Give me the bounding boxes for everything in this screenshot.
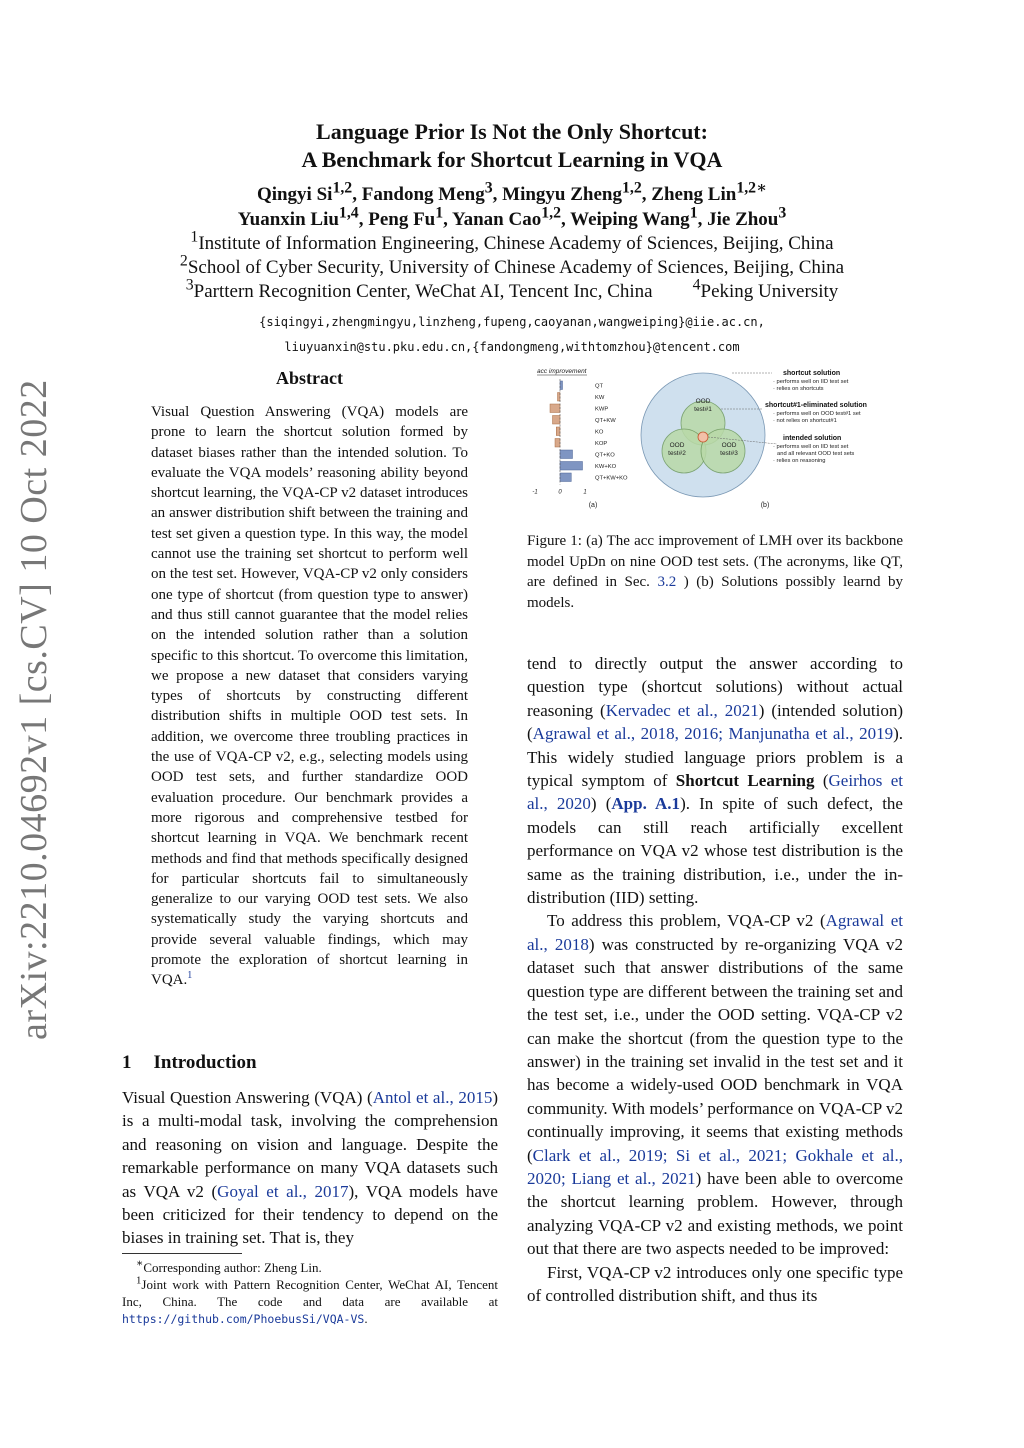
bar-kwp (550, 404, 560, 413)
email-line-1: {siqingyi,zhengmingyu,linzheng,fupeng,caoyanan,wangweiping}@iie.ac.cn, (259, 315, 765, 329)
citation-link[interactable]: Goyal et al., 2017 (217, 1181, 349, 1201)
category-label: KOP (595, 441, 608, 447)
author: Yuanxin Liu (237, 209, 339, 230)
ood-test2-label: OOD test#2 (668, 442, 686, 457)
paper-title (100, 118, 924, 174)
author: Yanan Cao (451, 209, 542, 230)
footnote-divider (122, 1253, 242, 1254)
author-sup: 1,2 (622, 179, 642, 197)
category-labels (595, 384, 628, 482)
annotation-line: · not relies on shortcut#1 (773, 418, 837, 424)
panel-b-label: (b) (760, 502, 770, 509)
author: Jie Zhou (707, 209, 779, 230)
category-label: KW (595, 395, 605, 401)
author-sep: , (561, 209, 571, 230)
paragraph: tend to directly output the answer according to question type (shortcut solutions) without actual reasoning (Kervadec et al., 2021) (intended solution) (Agrawal et al., 2018, 2016; Manjunatha et al., 2019). This widely studied language priors problem is a typical symptom of Shortcut Learning (Geirhos et al., 2020) (App. A.1). In spite of such defect, the models can still reach artificially excellent performance on VQA v2 whose test distribution is the same as the training distribution, i.e., under the in-distribution (IID) setting. (527, 654, 903, 908)
annotation-line: · performs well on IID test set (773, 379, 849, 385)
x-tick-labels (532, 490, 586, 496)
author-sep: , (641, 184, 652, 205)
annotation-line: · relies on reasoning (773, 458, 826, 464)
footnote-corresponding: ∗Corresponding author: Zheng Lin. (136, 1257, 322, 1275)
abstract-body: Visual Question Answering (VQA) models are prone to learn the shortcut solution formed by dataset biases rather than the intended solution. To evaluate the VQA models’ reasoning ability beyond shortcut learning, the VQA-CP v2 dataset introduces an answer distribution shift between the training and test set given a question type. In this way, the model cannot use the training set shortcut to perform well on the test set. However, VQA-CP v2 only considers one type of shortcut (from question type to answer) and thus still cannot guarantee that the model relies on the intended solution rather than a solution specific to this shortcut. To overcome this limitation, we propose a new dataset that considers varying types of shortcuts by constructing different distribution shifts in multiple OOD test sets. In addition, we overcome three troubling practices in the use of VQA-CP v2, e.g., selecting models using OOD test sets, and further standardize OOD evaluation procedure. Our benchmark provides a more rigorous and comprehensive testbed for shortcut learning in VQA. We benchmark recent methods and find that methods specifically designed for particular shortcuts fail to simultaneously generalize to our varying OOD test sets. We also systematically study the varying shortcuts and provide several valuable findings, which may promote the exploration of shortcut learning in VQA.$^1$ (151, 404, 468, 989)
citation-link[interactable]: Antol et al., 2015 (372, 1088, 493, 1107)
section-heading-introduction: 1 Introduction (122, 1052, 257, 1073)
author-sep: , (443, 209, 452, 230)
category-label: QT (595, 383, 604, 390)
intro-paragraph: Visual Question Answering (VQA) (Antol et al., 2015) is a multi-modal task, involving the comprehension and reasoning on vision and language. Despite the remarkable performance on many VQA datasets such as VQA v2 (Goyal et al., 2017), VQA models have been criticized for their tendency to depend on the biases in training set. That is, they (122, 1088, 498, 1248)
author-sup: 1 (689, 204, 698, 222)
author-sep: , (697, 209, 708, 230)
bars-group (550, 381, 583, 482)
author-sup: 1,2 (332, 179, 353, 197)
citation-link[interactable]: Geirhos et al., 2020 (527, 771, 903, 814)
title-line-1: Language Prior Is Not the Only Shortcut: (316, 119, 708, 144)
category-label: QT+KO (595, 452, 615, 459)
citation-link[interactable]: Agrawal et al., 2018 (527, 911, 903, 954)
author-sup: 3 (484, 179, 493, 197)
footnote-joint-work: $^1$Joint work with Pattern Recognition Center, WeChat AI, Tencent Inc, China. The code and data are available at https://github.com/PhoebusSi/VQA-VS. (122, 1274, 498, 1326)
intended-solution-title: intended solution (783, 435, 842, 442)
figure-1-svg (527, 365, 905, 515)
author-sep: , (352, 184, 362, 205)
author-sep: , (358, 209, 369, 230)
author: Mingyu Zheng (502, 184, 622, 205)
code-url-link[interactable]: https://github.com/PhoebusSi/VQA-VS (122, 1312, 365, 1326)
section-ref-link[interactable]: 3.2 (657, 574, 677, 590)
author-sup: 3 (778, 204, 787, 222)
figure-1-caption: Figure 1: (a) The acc improvement of LMH over its backbone model UpDn on nine OOD test sets. (The acronyms, like QT, are defined in Sec. 3.2 ) (b) Solutions possibly learnd by models. (527, 533, 903, 611)
bar-qt-plus-kw (553, 416, 561, 425)
author-sup: 1,4 (338, 204, 359, 222)
annotation-line: and all relevant OOD test sets (777, 451, 855, 457)
category-label: QT+KW (595, 418, 616, 424)
x-tick-label: -1 (532, 489, 538, 496)
bar-ko (556, 427, 560, 436)
paragraph: First, VQA-CP v2 introduces only one specific type of controlled distribution shift, and thus its (527, 1262, 903, 1305)
paragraph: To address this problem, VQA-CP v2 (Agrawal et al., 2018) was constructed by re-organizing VQA v2 dataset such that answer distributions of the same question type are different between the training set and the test set, i.e., under the OOD setting. VQA-CP v2 can make the shortcut (from the question type to the answer) in the training set invalid in the test set and it has become a widely-used OOD benchmark in VQA community. With models’ performance on VQA-CP v2 continually improving, it seems that existing methods (Clark et al., 2019; Si et al., 2021; Gokhale et al., 2020; Liang et al., 2021) have been able to overcome the shortcut learning problem. However, through analyzing VQA-CP v2 and existing methods, we point out that there are two aspects needed to be improved: (527, 911, 903, 1259)
x-tick-label: 0 (558, 489, 562, 496)
affiliation-3-4: $^3$Parttern Recognition Center, WeChat AI, Tencent Inc, China $^4$Peking University (185, 276, 839, 302)
shortcut1-eliminated-title: shortcut#1-eliminated solution (765, 402, 867, 409)
category-label: KW+KO (595, 464, 617, 470)
chart-legend: acc improvement (537, 368, 587, 375)
author: Qingyi Si (256, 184, 333, 205)
abstract-heading: Abstract (276, 368, 343, 388)
author-line-2 (100, 204, 924, 232)
affiliation-2: $^2$School of Cyber Security, University of Chinese Academy of Sciences, Beijing, China (179, 252, 845, 278)
figure-1 (527, 365, 905, 515)
citation-link[interactable]: Clark et al., 2019; Si et al., 2021; Gokhale et al., 2020; Liang et al., 2021 (527, 1145, 903, 1188)
shortcut-solution-title: shortcut solution (783, 370, 841, 377)
title-line-2: A Benchmark for Shortcut Learning in VQA (301, 147, 723, 172)
annotation-line: · relies on shortcuts (773, 386, 824, 392)
category-label: KO (595, 429, 604, 436)
annotation-line: · performs well on IID test set (773, 444, 849, 450)
citation-link[interactable]: Agrawal et al., 2018, 2016; Manjunatha et al., 2019 (532, 724, 894, 744)
author-sup: 1 (435, 204, 444, 222)
author: Fandong Meng (361, 184, 485, 205)
author: Zheng Lin (651, 184, 737, 205)
author-sep: , (492, 184, 503, 205)
citation-link[interactable]: Kervadec et al., 2021 (605, 700, 759, 720)
right-column-text (527, 652, 903, 1307)
bar-kw-plus-ko (560, 462, 583, 471)
arxiv-id: arXiv:2210.04692v1 [cs.CV] 10 Oct 2022 (13, 379, 55, 1040)
affiliations (100, 228, 924, 304)
bar-qt (560, 381, 563, 390)
affiliation-1: $^1$Institute of Information Engineering, Chinese Academy of Sciences, Beijing, China (190, 228, 834, 254)
category-label: QT+KW+KO (595, 475, 628, 482)
bar-qt-plus-kw-plus-ko (560, 473, 571, 482)
ood-test3-label: OOD test#3 (720, 442, 738, 457)
author: Weiping Wang (570, 209, 690, 230)
email-line-2: liuyuanxin@stu.pku.edu.cn,{fandongmeng,withtomzhou}@tencent.com (284, 340, 740, 354)
author-sup: 1,2 (541, 204, 561, 222)
shortcut-learning-term: Shortcut Learning (675, 771, 815, 791)
ood-test1-label: OOD test#1 (694, 398, 712, 413)
footnotes (122, 1259, 498, 1328)
annotation-line: · performs well on OOD test#1 set (773, 411, 861, 417)
author-emails (100, 310, 924, 360)
footnote-ref[interactable]: 1 (187, 970, 193, 982)
bar-kw (558, 393, 561, 402)
bar-qt-plus-ko (560, 450, 573, 459)
category-label: KWP (595, 406, 609, 413)
intended-solution-region (698, 432, 708, 442)
arxiv-sidebar (12, 379, 55, 1041)
author-sup: 1,2∗ (736, 179, 768, 197)
solution-venn-diagram (641, 370, 867, 509)
author-list (100, 179, 924, 232)
author-line-1 (100, 179, 924, 207)
acc-improvement-chart (532, 368, 628, 509)
x-tick-label: 1 (583, 489, 587, 496)
appendix-ref-link[interactable]: App. A.1 (611, 794, 681, 814)
author: Peng Fu (368, 209, 436, 230)
panel-a-label: (a) (588, 502, 598, 509)
bar-kop (555, 439, 560, 448)
